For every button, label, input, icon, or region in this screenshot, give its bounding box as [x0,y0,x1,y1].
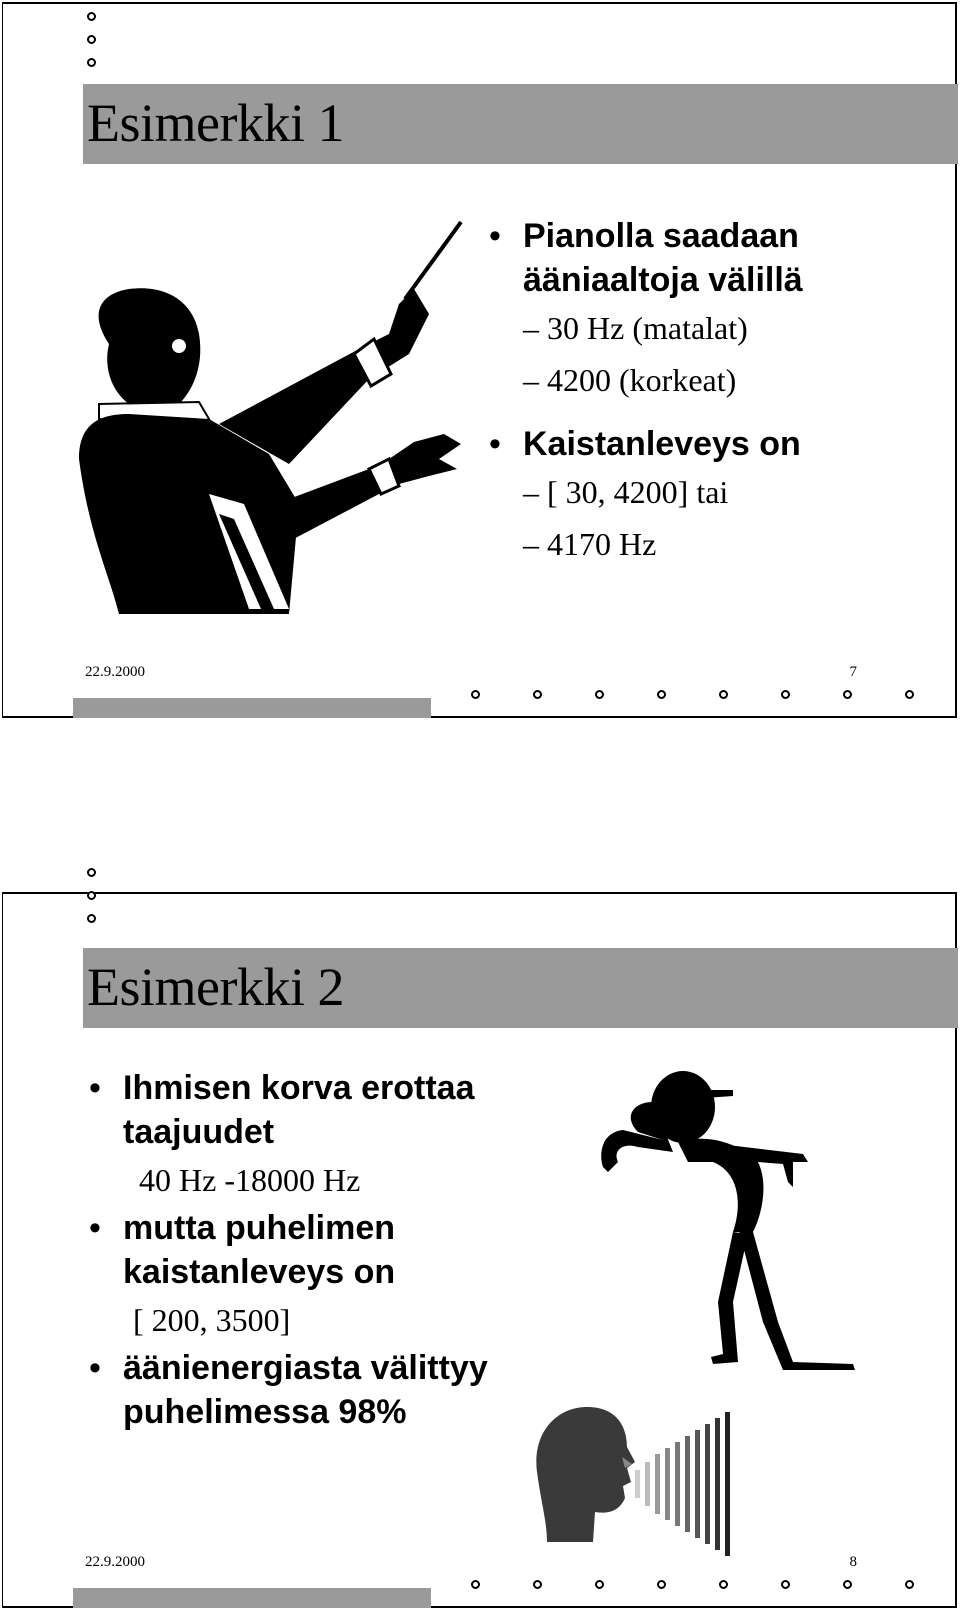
bottom-bar [73,698,431,718]
footer-date: 22.9.2000 [85,664,145,680]
sub-bullet-item: – 4170 Hz [483,518,923,570]
sub-bullet-item: – [ 30, 4200] tai [483,466,923,518]
page-number: 8 [849,1554,857,1570]
title-bar [83,948,958,1028]
conductor-illustration [69,214,469,614]
slide-7 [2,2,957,718]
bullet-item: • Ihmisen korva erottaa taajuudet [83,1066,553,1154]
footer-date: 22.9.2000 [85,1554,145,1570]
sub-bullet-item: – 4200 (korkeat) [483,354,923,406]
bullet-list [83,1066,553,1434]
slide-title: Esimerkki 1 [87,93,344,153]
bullet-item: • äänienergiasta välittyy puhelimessa 98% [83,1346,553,1434]
sub-bullet-item: – 30 Hz (matalat) [483,302,923,354]
slide-8 [2,892,957,1608]
bullet-list [483,214,923,570]
bullet-item: • mutta puhelimen kaistanleveys on [83,1206,553,1294]
slide-title: Esimerkki 2 [87,957,344,1017]
top-dots-decoration [87,868,101,937]
bottom-dots-decoration [471,690,921,702]
top-dots-decoration [87,12,101,81]
bullet-item: • Pianolla saadaan ääniaaltoja välillä [483,214,923,302]
bullet-item: • Kaistanleveys on [483,422,923,466]
speaking-head-illustration [527,1402,757,1572]
bottom-dots-decoration [471,1580,921,1592]
listening-person-illustration [593,1062,903,1382]
page-number: 7 [849,664,857,680]
title-bar [83,84,958,164]
sound-waves-icon [635,1412,730,1556]
sub-bullet-item: 40 Hz -18000 Hz [139,1162,361,1198]
bottom-bar [73,1588,431,1608]
sub-bullet-item: [ 200, 3500] [133,1302,291,1338]
